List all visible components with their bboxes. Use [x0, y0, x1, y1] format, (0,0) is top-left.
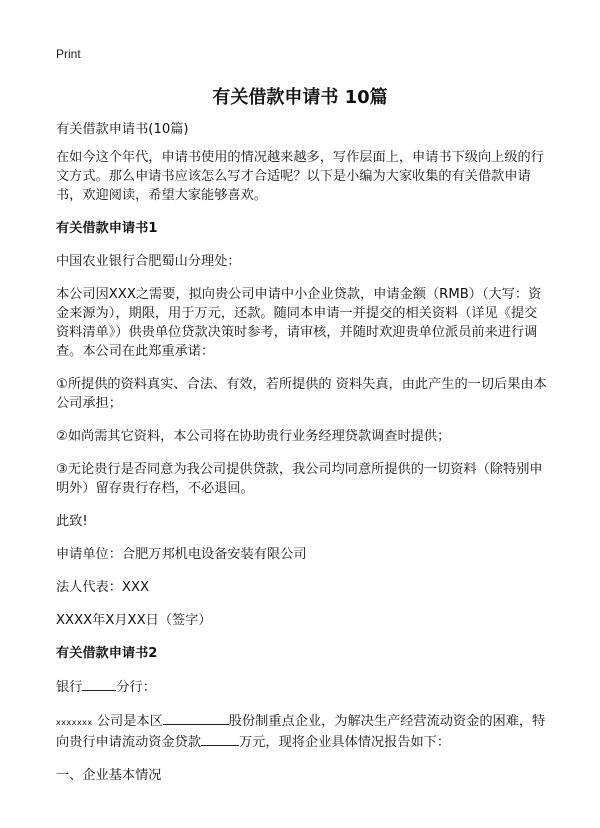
- print-link[interactable]: Print: [56, 47, 81, 61]
- salutation-2: [56, 677, 550, 697]
- applicant-line: 申请单位：合肥万邦机电设备安装有限公司: [56, 547, 307, 562]
- body-paragraph-2: [56, 711, 550, 752]
- salutation-1: 中国农业银行合肥蜀山分理处：: [56, 254, 241, 269]
- body-paragraph-1: 本公司因XXX之需要，拟向贵公司申请中小企业贷款，申请金额（RMB）（大写：资金来源为），期限，用于万元，还款。随同本申请一并提交的相关资料（详见《提交资料清单》）供贵单位贷款决策时参考，请审核，并随时欢迎贵单位派员前来进行调查。本公司在此郑重承诺：: [56, 287, 542, 359]
- amount-blank: [201, 732, 239, 746]
- salutation-branch-text: 分行：: [116, 680, 156, 695]
- section-heading-1: 有关借款申请书1: [56, 221, 158, 236]
- salutation-bank-text: 银行: [56, 680, 83, 695]
- legal-rep-line: 法人代表：XXX: [56, 580, 150, 595]
- date-signature-line: XXXX年X月XX日（签字）: [56, 613, 212, 628]
- company-placeholder-text: xxxxxxx: [56, 718, 93, 727]
- document-title: 有关借款申请书 10篇: [212, 87, 388, 108]
- para2-part2: 股份制重点企业，为解决生产经营流动资金的困难，特向贵行申请流动资金贷款: [56, 714, 546, 750]
- intro-paragraph: 在如今这个年代，申请书使用的情况越来越多，写作层面上，申请书下级向上级的行文方式。那么申请书应该怎么写才合适呢？以下是小编为大家收集的有关借款申请书，欢迎阅读，希望大家能够喜欢。: [56, 150, 544, 203]
- section-heading-2: 有关借款申请书2: [56, 646, 158, 661]
- commitment-item-2: ②如尚需其它资料，本公司将在协助贵行业务经理贷款调查时提供；: [56, 429, 451, 444]
- document-subtitle: 有关借款申请书(10篇): [56, 122, 189, 137]
- document-body: [56, 120, 550, 799]
- sub-heading-company-info: 一、企业基本情况: [56, 768, 162, 783]
- para2-part1: 公司是本区: [92, 714, 163, 729]
- bank-blank: [82, 677, 116, 691]
- district-blank: [163, 711, 229, 725]
- closing-line: 此致!: [56, 514, 88, 529]
- para2-part3: 万元，现将企业具体情况报告如下：: [239, 735, 451, 750]
- commitment-item-1: ①所提供的资料真实、合法、有效，若所提供的 资料失真，由此产生的一切后果由本公司承担；: [56, 377, 547, 411]
- commitment-item-3: ③无论贵行是否同意为我公司提供贷款，我公司均同意所提供的一切资料（除特别申明外）留存贵行存档，不必退回。: [56, 462, 543, 496]
